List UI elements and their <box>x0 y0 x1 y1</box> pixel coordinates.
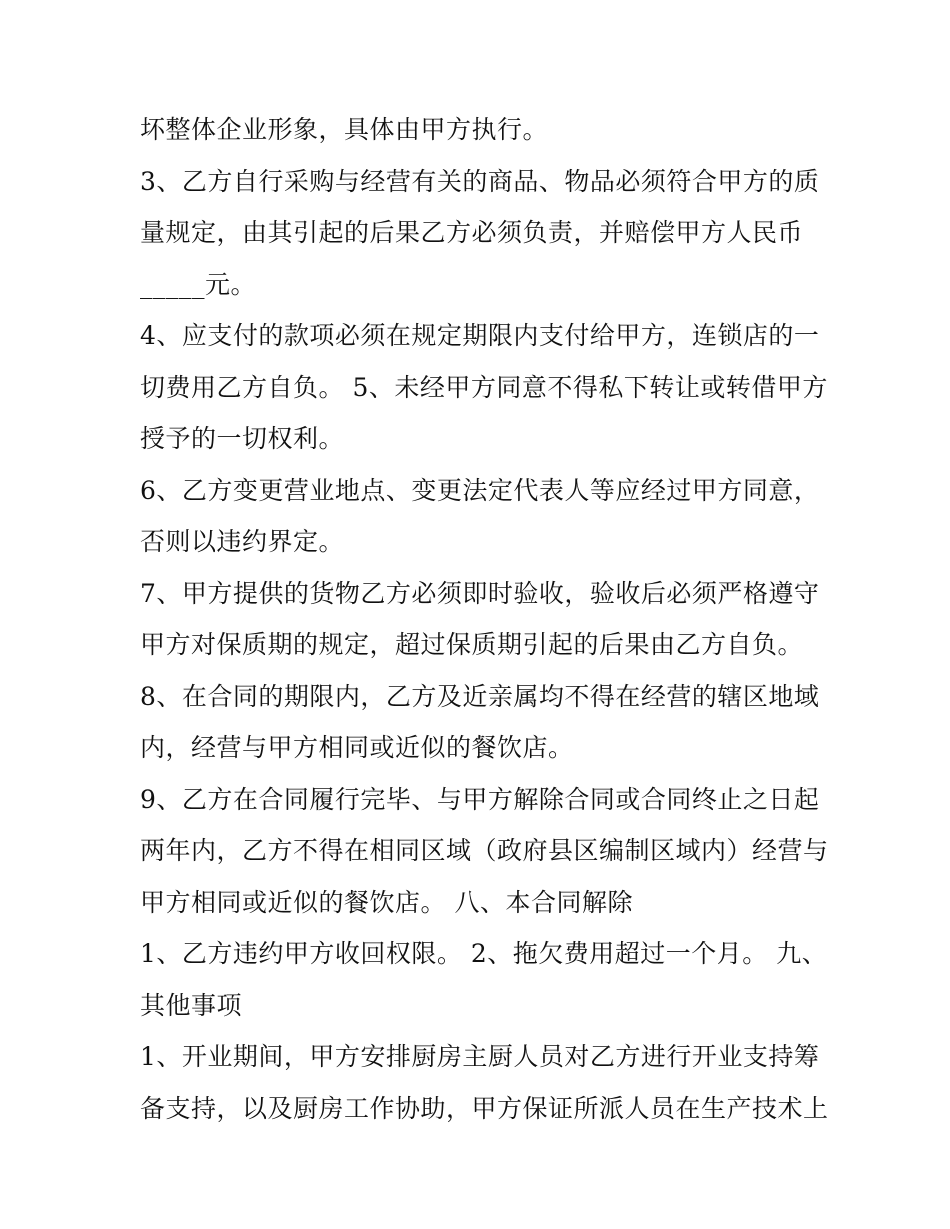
text-line: 6、乙方变更营业地点、变更法定代表人等应经过甲方同意， <box>140 475 820 505</box>
text-line: 量规定，由其引起的后果乙方必须负责，并赔偿甲方人民币 <box>140 218 804 247</box>
text-line: _____元。 <box>140 269 257 299</box>
text-line: 3、乙方自行采购与经营有关的商品、物品必须符合甲方的质 <box>140 166 820 196</box>
text-line: 内，经营与甲方相同或近似的餐饮店。 <box>140 733 574 762</box>
text-line: 否则以违约界定。 <box>140 527 345 556</box>
text-line: 切费用乙方自负。 5、未经甲方同意不得私下转让或转借甲方 <box>140 372 828 402</box>
text-line: 两年内，乙方不得在相同区域（政府县区编制区域内）经营与 <box>140 836 829 865</box>
text-line: 1、开业期间，甲方安排厨房主厨人员对乙方进行开业支持筹 <box>140 1042 820 1071</box>
text-line: 甲方对保质期的规定，超过保质期引起的后果由乙方自负。 <box>140 630 804 659</box>
text-line: 备支持，以及厨房工作协助，甲方保证所派人员在生产技术上 <box>140 1093 829 1123</box>
text-line: 9、乙方在合同履行完毕、与甲方解除合同或合同终止之日起 <box>140 784 820 814</box>
text-line: 1、乙方违约甲方收回权限。 2、拖欠费用超过一个月。 九、 <box>140 939 828 968</box>
text-line: 其他事项 <box>140 990 243 1020</box>
text-line: 8、在合同的期限内，乙方及近亲属均不得在经营的辖区地域 <box>140 681 820 711</box>
text-line: 甲方相同或近似的餐饮店。 八、本合同解除 <box>140 887 633 917</box>
text-line: 7、甲方提供的货物乙方必须即时验收，验收后必须严格遵守 <box>140 578 820 608</box>
text-line: 授予的一切权利。 <box>140 424 345 453</box>
text-line: 4、应支付的款项必须在规定期限内支付给甲方，连锁店的一 <box>140 321 820 350</box>
text-line: 坏整体企业形象，具体由甲方执行。 <box>140 115 549 144</box>
document-body <box>140 104 829 1134</box>
